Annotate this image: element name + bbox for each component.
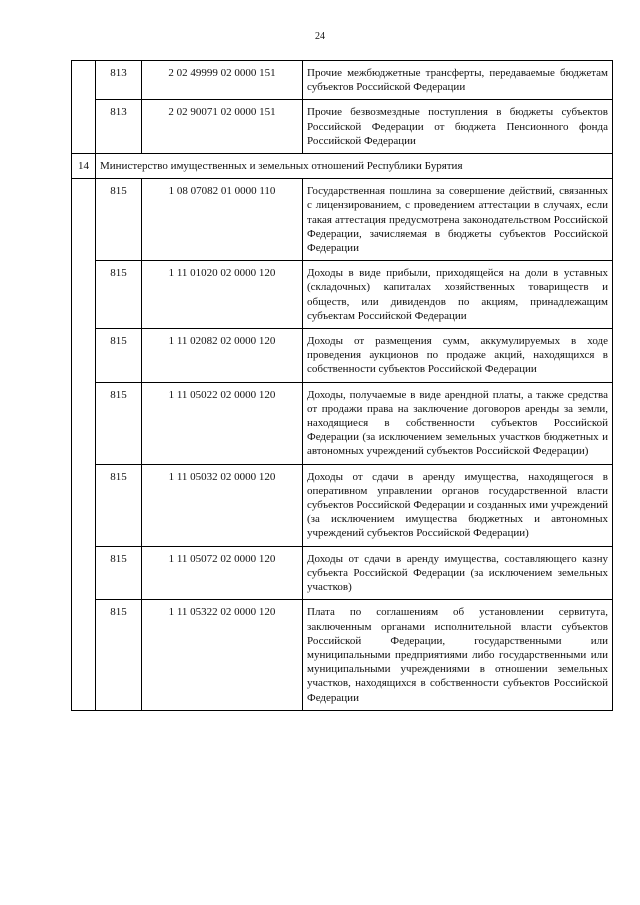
- table-row: [72, 179, 613, 261]
- revenue-description-cell: Государственная пошлина за совершение действий, связанных с лицензированием, с проведением аттестации в случаях, если такая аттестация предусмотрена законодательством Российской Федерации, зачисляемая в бюджеты субъектов Российской Федерации: [303, 179, 613, 261]
- revenue-description-cell: Доходы, получаемые в виде арендной платы, а также средства от продажи права на заключение договоров аренды за земли, находящиеся в собственности субъектов Российской Федерации (за исключением земельных участков бюджетных и автономных учреждений субъектов Российской Федерации): [303, 382, 613, 464]
- revenue-description-cell: Прочие безвозмездные поступления в бюджеты субъектов Российской Федерации от бюджета Пенсионного фонда Российской Федерации: [303, 100, 613, 154]
- section-number-cell: 14: [72, 154, 96, 179]
- section-title-cell: Министерство имущественных и земельных отношений Республики Бурятия: [96, 154, 613, 179]
- revenue-description-cell: Прочие межбюджетные трансферты, передаваемые бюджетам субъектов Российской Федерации: [303, 61, 613, 100]
- table-row: [72, 600, 613, 710]
- table-row: [72, 261, 613, 329]
- budget-code-cell: 1 11 05032 02 0000 120: [142, 464, 303, 546]
- admin-code-cell: 815: [96, 382, 142, 464]
- page-number: 24: [315, 31, 325, 42]
- budget-code-cell: 1 08 07082 01 0000 110: [142, 179, 303, 261]
- row-number-cell: [72, 61, 96, 154]
- budget-code-cell: 1 11 02082 02 0000 120: [142, 329, 303, 383]
- revenue-description-cell: Плата по соглашениям об установлении сервитута, заключенным органами исполнительной власти субъектов Российской Федерации, государственными или муниципальными предприятиями либо государственными или муниципальными учреждениями в отношении земельных участков, находящихся в собственности субъектов Российской Федерации: [303, 600, 613, 710]
- section-header-row: [72, 154, 613, 179]
- admin-code-cell: 815: [96, 329, 142, 383]
- admin-code-cell: 815: [96, 179, 142, 261]
- admin-code-cell: 815: [96, 464, 142, 546]
- revenue-description-cell: Доходы от сдачи в аренду имущества, находящегося в оперативном управлении органов государственной власти субъектов Российской Федерации и созданных ими учреждений (за исключением имущества бюджетных и автономных учреждений субъектов Российской Федерации): [303, 464, 613, 546]
- table-row: [72, 100, 613, 154]
- table-row: [72, 329, 613, 383]
- budget-code-cell: 1 11 01020 02 0000 120: [142, 261, 303, 329]
- admin-code-cell: 815: [96, 546, 142, 600]
- admin-code-cell: 815: [96, 261, 142, 329]
- admin-code-cell: 815: [96, 600, 142, 710]
- admin-code-cell: 813: [96, 100, 142, 154]
- revenue-description-cell: Доходы в виде прибыли, приходящейся на доли в уставных (складочных) капиталах хозяйственных товариществ и обществ, или дивидендов по акциям, принадлежащим субъектам Российской Федерации: [303, 261, 613, 329]
- row-number-cell: [72, 179, 96, 711]
- admin-code-cell: 813: [96, 61, 142, 100]
- table-row: [72, 382, 613, 464]
- budget-code-cell: 1 11 05022 02 0000 120: [142, 382, 303, 464]
- revenue-description-cell: Доходы от размещения сумм, аккумулируемых в ходе проведения аукционов по продаже акций, находящихся в собственности субъектов Российской Федерации: [303, 329, 613, 383]
- budget-code-cell: 2 02 90071 02 0000 151: [142, 100, 303, 154]
- table-row: [72, 61, 613, 100]
- budget-code-cell: 1 11 05322 02 0000 120: [142, 600, 303, 710]
- budget-code-cell: 2 02 49999 02 0000 151: [142, 61, 303, 100]
- revenue-description-cell: Доходы от сдачи в аренду имущества, составляющего казну субъекта Российской Федерации (за исключением земельных участков): [303, 546, 613, 600]
- revenue-table: [71, 60, 613, 711]
- budget-code-cell: 1 11 05072 02 0000 120: [142, 546, 303, 600]
- table-row: [72, 546, 613, 600]
- table-row: [72, 464, 613, 546]
